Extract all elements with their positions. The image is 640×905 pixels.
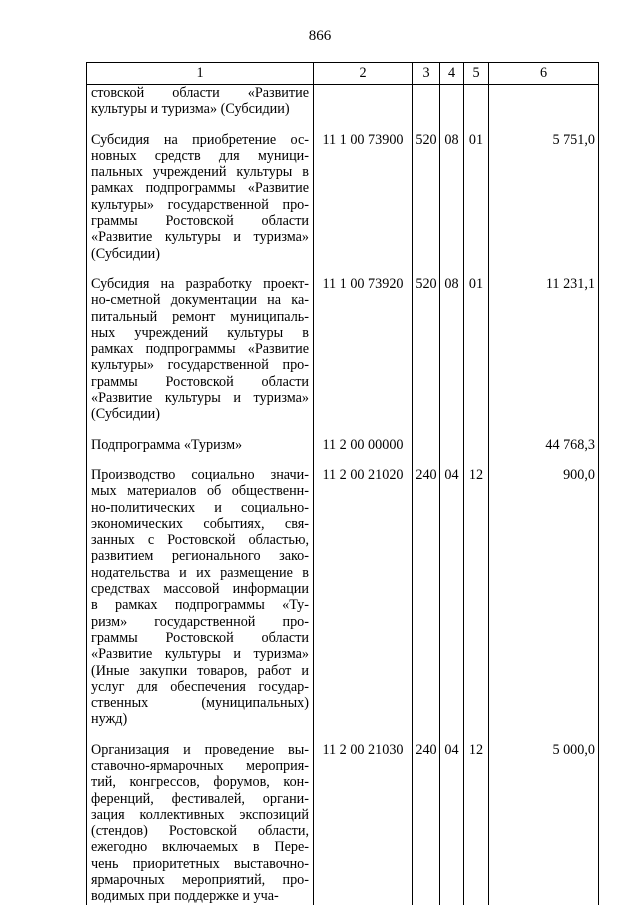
amount: 5 751,0 [489, 132, 599, 262]
spacer-cell [489, 453, 599, 467]
spacer-cell [489, 423, 599, 437]
description-line: рамках подпрограммы «Развитие [91, 341, 309, 358]
spacer-cell [314, 423, 413, 437]
description-line: Подпрограмма «Туризм» [91, 436, 243, 453]
description-line: нужд) [91, 711, 128, 728]
description-line: ежегодно включаемых в Пере- [91, 839, 309, 856]
subsection-code: 12 [464, 467, 489, 728]
description-line: Производство социально значи- [91, 466, 309, 483]
item-description [87, 132, 314, 262]
subsection-code: 01 [464, 276, 489, 423]
description-line: зация коллективных экспозиций [91, 806, 309, 823]
description-line: ставочно-ярмарочных мероприя- [91, 757, 309, 774]
row-spacer [87, 118, 599, 132]
table-row [87, 276, 599, 423]
description-line: тий, конгрессов, форумов, кон- [91, 774, 309, 791]
description-line: культуры и туризма» (Субсидии) [91, 101, 290, 118]
description-line: в рамках подпрограммы «Ту- [91, 597, 309, 614]
spacer-cell [314, 728, 413, 742]
expense-type-code [413, 437, 440, 453]
item-description [87, 742, 314, 905]
description-line: экономических событиях, свя- [91, 515, 309, 532]
expense-type-code: 520 [413, 132, 440, 262]
spacer-cell [314, 453, 413, 467]
description-line: ференций, фестивалей, органи- [91, 790, 309, 807]
spacer-cell [413, 262, 440, 276]
amount: 5 000,0 [489, 742, 599, 905]
table-row [87, 132, 599, 262]
description-line: (стендов) Ростовской области, [91, 823, 309, 840]
page-number: 866 [308, 28, 332, 44]
row-spacer [87, 423, 599, 437]
row-spacer [87, 453, 599, 467]
description-line: но-сметной документации на ка- [91, 292, 309, 309]
table-row [87, 742, 599, 905]
table-row [87, 467, 599, 728]
spacer-cell [489, 118, 599, 132]
description-line: граммы Ростовской области [91, 213, 309, 230]
header-row [87, 63, 599, 85]
amount: 11 231,1 [489, 276, 599, 423]
description-line: средствах массовой информации [91, 581, 309, 598]
description-line: Организация и проведение вы- [91, 741, 309, 758]
spacer-cell [464, 262, 489, 276]
spacer-cell [87, 728, 314, 742]
expense-type-code [413, 85, 440, 118]
section-code: 04 [440, 467, 464, 728]
spacer-cell [464, 423, 489, 437]
table-row [87, 85, 599, 118]
column-header: 4 [440, 63, 464, 85]
subsection-code [464, 85, 489, 118]
description-line: Субсидия на приобретение ос- [91, 131, 309, 148]
table-row [87, 437, 599, 453]
spacer-cell [440, 423, 464, 437]
subsection-code [464, 437, 489, 453]
description-line: пальных учреждений культуры в [91, 164, 309, 181]
section-code [440, 85, 464, 118]
description-line: «Развитие культуры и туризма» [91, 229, 309, 246]
section-code: 08 [440, 276, 464, 423]
item-description [87, 437, 314, 453]
description-line: рамках подпрограммы «Развитие [91, 180, 309, 197]
description-line: ственных (муниципальных) [91, 695, 309, 712]
budget-code: 11 2 00 00000 [314, 437, 413, 453]
spacer-cell [440, 262, 464, 276]
item-description [87, 276, 314, 423]
description-line: (Иные закупки товаров, работ и [91, 662, 309, 679]
column-header: 6 [489, 63, 599, 85]
spacer-cell [440, 728, 464, 742]
expense-type-code: 240 [413, 742, 440, 905]
spacer-cell [464, 118, 489, 132]
budget-code: 11 2 00 21030 [314, 742, 413, 905]
budget-code: 11 2 00 21020 [314, 467, 413, 728]
description-line: ризм» государственной про- [91, 613, 309, 630]
spacer-cell [489, 262, 599, 276]
spacer-cell [87, 118, 314, 132]
spacer-cell [413, 453, 440, 467]
budget-code: 11 1 00 73920 [314, 276, 413, 423]
description-line: нодательства и их размещение в [91, 564, 309, 581]
spacer-cell [87, 423, 314, 437]
spacer-cell [413, 118, 440, 132]
item-description [87, 467, 314, 728]
description-line: граммы Ростовской области [91, 373, 309, 390]
description-line: чень приоритетных выставочно- [91, 855, 309, 872]
amount [489, 85, 599, 118]
subsection-code: 01 [464, 132, 489, 262]
spacer-cell [413, 423, 440, 437]
row-spacer [87, 262, 599, 276]
description-line: «Развитие культуры и туризма» [91, 390, 309, 407]
column-header: 5 [464, 63, 489, 85]
description-line: развитием регионального зако- [91, 548, 309, 565]
description-line: «Развитие культуры и туризма» [91, 646, 309, 663]
description-line: новных средств для муници- [91, 147, 309, 164]
section-code: 04 [440, 742, 464, 905]
spacer-cell [440, 453, 464, 467]
description-line: культуры» государственной про- [91, 196, 309, 213]
description-line: культуры» государственной про- [91, 357, 309, 374]
spacer-cell [464, 453, 489, 467]
item-description [87, 85, 314, 118]
description-line: но-политических и социально- [91, 499, 309, 516]
amount: 44 768,3 [489, 437, 599, 453]
description-line: стовской области «Развитие [91, 85, 309, 101]
description-line: мых материалов об общественн- [91, 483, 309, 500]
spacer-cell [314, 118, 413, 132]
column-header: 2 [314, 63, 413, 85]
expense-type-code: 240 [413, 467, 440, 728]
section-code [440, 437, 464, 453]
description-line: (Субсидии) [91, 406, 160, 423]
spacer-cell [87, 453, 314, 467]
spacer-cell [314, 262, 413, 276]
description-line: Субсидия на разработку проект- [91, 275, 309, 292]
budget-table [86, 62, 599, 905]
column-header: 3 [413, 63, 440, 85]
spacer-cell [464, 728, 489, 742]
description-line: водимых при поддержке и уча- [91, 888, 279, 905]
description-line: услуг для обеспечения государ- [91, 678, 309, 695]
description-line: ярмарочных мероприятий, про- [91, 872, 309, 889]
budget-code: 11 1 00 73900 [314, 132, 413, 262]
spacer-cell [440, 118, 464, 132]
spacer-cell [489, 728, 599, 742]
description-line: ных учреждений культуры в [91, 324, 309, 341]
budget-code [314, 85, 413, 118]
expense-type-code: 520 [413, 276, 440, 423]
spacer-cell [87, 262, 314, 276]
section-code: 08 [440, 132, 464, 262]
subsection-code: 12 [464, 742, 489, 905]
row-spacer [87, 728, 599, 742]
description-line: (Субсидии) [91, 245, 160, 262]
spacer-cell [413, 728, 440, 742]
description-line: граммы Ростовской области [91, 629, 309, 646]
column-header: 1 [87, 63, 314, 85]
description-line: занных с Ростовской областью, [91, 532, 309, 549]
description-line: питальный ремонт муниципаль- [91, 308, 309, 325]
amount: 900,0 [489, 467, 599, 728]
